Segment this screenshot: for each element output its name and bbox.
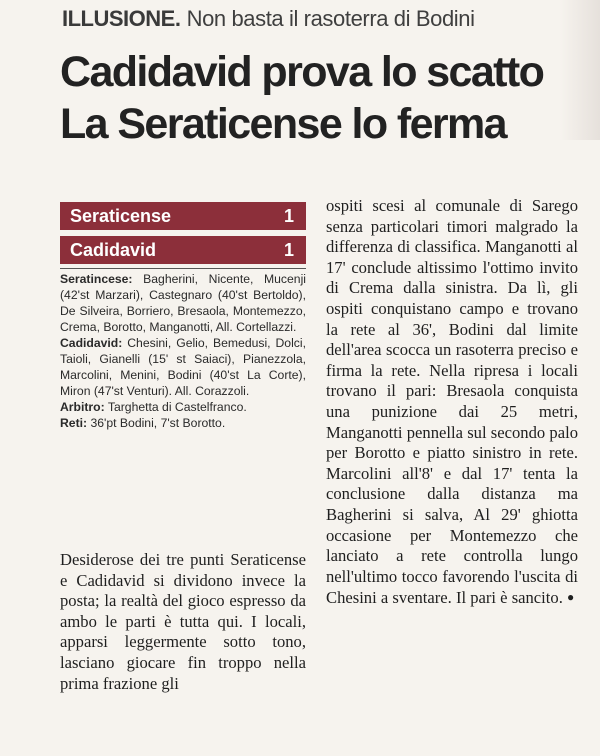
referee — [60, 399, 306, 415]
away-lineup — [60, 335, 306, 399]
away-lineup-label: Cadidavid: — [60, 336, 123, 350]
kicker-text: Non basta il rasoterra di Bodini — [186, 6, 475, 31]
away-lineup-text: Chesini, Gelio, Bemedusi, Dolci, Taioli, Gianelli (15' st Saiaci), Pianezzola, Marcolini, Menini, Bodini (40'st La Corte), Miron (47'st Venturi). All. Corazzoli. — [60, 336, 306, 398]
referee-label: Arbitro: — [60, 400, 105, 414]
match-sheet — [60, 268, 306, 431]
article-paragraph — [326, 196, 578, 609]
end-mark-icon: ● — [567, 590, 575, 605]
team-name: Seraticense — [70, 205, 172, 226]
team-goals: 1 — [283, 239, 294, 260]
score-row-away — [60, 236, 306, 264]
bleed-through-shadow — [560, 0, 600, 140]
kicker-label: ILLUSIONE. — [62, 6, 181, 31]
referee-text: Targhetta di Castelfranco. — [107, 400, 247, 414]
team-goals: 1 — [283, 205, 294, 226]
article-column-right — [326, 196, 578, 609]
goals-text: 36'pt Bodini, 7'st Borotto. — [90, 416, 226, 430]
home-lineup-label: Seratincese: — [60, 272, 133, 286]
headline — [60, 46, 543, 150]
home-lineup — [60, 271, 306, 335]
article-text: ospiti scesi al comunale di Sarego senza particolari timori malgrado la differenza di classifica. Manganotti al 17' conclude altissimo l'ottimo invito di Crema dalla sinistra. Da lì, gli ospiti conquistano campo e trovano la rete al 36', Bodini dal limite dell'area scocca un rasoterra preciso e firma la rete. Nella ripresa i locali trovano il pari: Bresaola conquista una punizione dai 25 metri, Manganotti pennella sul secondo palo per Borotto e piatto sinistro in rete. Marcolini all'8' e dal 17' tenta la conclusione dalla distanza ma Bagherini si salva, Al 29' ghiotta occasione per Montemezzo che lanciato a rete controlla lungo nell'ultimo tocco favorendo l'uscita di Chesini a sventare. Il pari è sancito. — [326, 196, 578, 608]
article-column-left — [60, 550, 306, 694]
team-name: Cadidavid — [70, 239, 157, 260]
home-lineup-text: Bagherini, Nicente, Mucenji (42'st Marzari), Castegnaro (40'st Bertoldo), De Silveira, Borriero, Bresaola, Montemezzo, Crema, Borotto, Manganotti, All. Cortellazzi. — [60, 272, 306, 334]
article-paragraph: Desiderose dei tre punti Seraticense e Cadidavid si dividono invece la posta; la realtà del gioco espresso da ambo le parti è tutta qui. I locali, apparsi leggermente sotto tono, lasciano giocare fin troppo nella prima frazione gli — [60, 550, 306, 693]
divider — [60, 268, 306, 269]
score-row-home — [60, 202, 306, 230]
goals — [60, 415, 306, 431]
headline-line-2: La Seraticense lo ferma — [60, 100, 506, 148]
goals-label: Reti: — [60, 416, 88, 430]
headline-line-1: Cadidavid prova lo scatto — [60, 48, 544, 96]
kicker — [62, 6, 475, 32]
